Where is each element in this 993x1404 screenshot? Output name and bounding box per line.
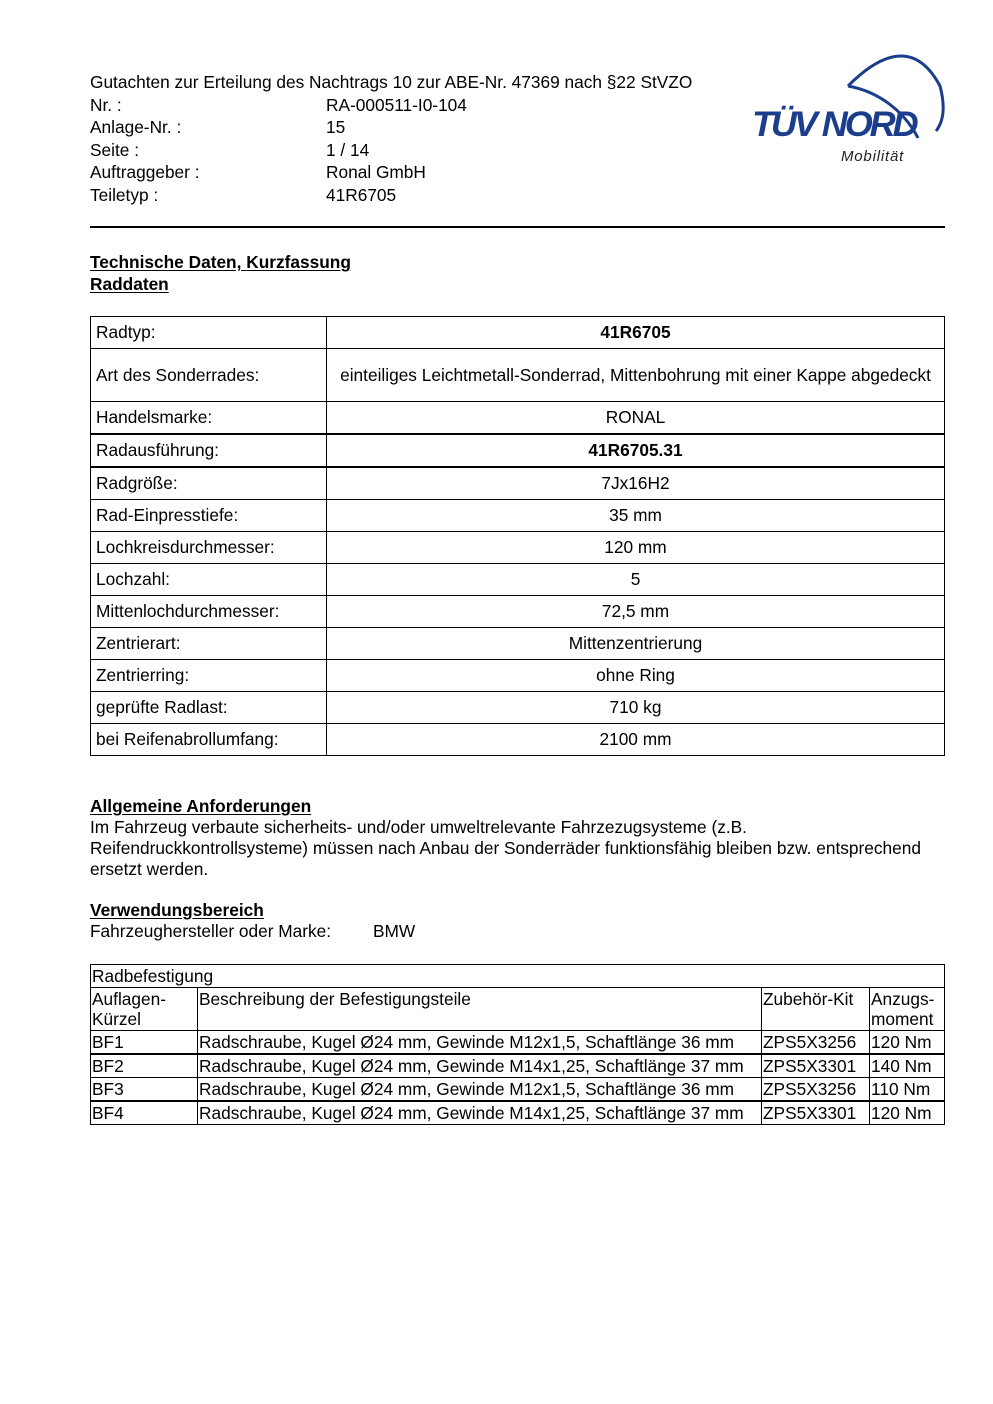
table-row [91, 1054, 945, 1078]
table-row [91, 317, 945, 349]
header-field-label: Nr. : [90, 94, 122, 115]
column-header: Zubehör-Kit [762, 988, 870, 1031]
cell-kit: ZPS5X3256 [762, 1031, 870, 1055]
cell-description: Radschraube, Kugel Ø24 mm, Gewinde M14x1,25, Schaftlänge 37 mm [198, 1054, 762, 1078]
usage-heading: Verwendungsbereich [90, 900, 264, 920]
cell-torque: 120 Nm [870, 1101, 945, 1125]
row-value: 72,5 mm [327, 596, 945, 628]
row-value: 710 kg [327, 692, 945, 724]
header-field-auftraggeber [90, 161, 692, 184]
table-row [91, 402, 945, 435]
row-label: Art des Sonderrades: [91, 349, 327, 402]
row-label: Mittenlochdurchmesser: [91, 596, 327, 628]
column-header: Beschreibung der Befestigungsteile [198, 988, 762, 1031]
column-header: Auflagen-Kürzel [91, 988, 198, 1031]
row-label: Rad-Einpresstiefe: [91, 500, 327, 532]
row-value: 5 [327, 564, 945, 596]
fastening-title: Radbefestigung [91, 965, 945, 988]
row-label: geprüfte Radlast: [91, 692, 327, 724]
cell-code: BF4 [91, 1101, 198, 1125]
raddaten-subheading: Raddaten [90, 274, 169, 294]
cell-kit: ZPS5X3256 [762, 1078, 870, 1102]
table-row [91, 660, 945, 692]
vehicle-maker-value: BMW [373, 921, 416, 941]
row-value: ohne Ring [327, 660, 945, 692]
header-field-value: 15 [326, 117, 346, 137]
header-field-value: 41R6705 [326, 184, 397, 205]
header-divider [90, 226, 945, 228]
header-field-value: Ronal GmbH [326, 162, 426, 182]
row-label: Lochkreisdurchmesser: [91, 532, 327, 564]
row-label: Zentrierring: [91, 660, 327, 692]
table-row [91, 628, 945, 660]
table-row [91, 596, 945, 628]
logo-subtitle: Mobilität [841, 148, 905, 165]
row-value: Mittenzentrierung [327, 628, 945, 660]
table-row [91, 1078, 945, 1102]
row-label: bei Reifenabrollumfang: [91, 724, 327, 756]
cell-torque: 120 Nm [870, 1031, 945, 1055]
table-row [91, 1031, 945, 1055]
row-label: Radausführung: [91, 434, 327, 467]
cell-description: Radschraube, Kugel Ø24 mm, Gewinde M14x1,25, Schaftlänge 37 mm [198, 1101, 762, 1125]
header-field-seite [90, 139, 692, 162]
cell-description: Radschraube, Kugel Ø24 mm, Gewinde M12x1,5, Schaftlänge 36 mm [198, 1031, 762, 1055]
header-field-label: Auftraggeber : [90, 162, 200, 182]
table-row [91, 349, 945, 402]
header-field-label: Seite : [90, 139, 139, 160]
row-label: Radtyp: [91, 317, 327, 349]
table-row [91, 724, 945, 756]
row-label: Handelsmarke: [91, 402, 327, 435]
cell-torque: 140 Nm [870, 1054, 945, 1078]
cell-kit: ZPS5X3301 [762, 1101, 870, 1125]
header-field-anlage [90, 116, 692, 139]
table-row [91, 467, 945, 500]
cell-code: BF1 [91, 1031, 198, 1055]
header-field-label: Teiletyp : [90, 184, 159, 205]
header-field-value: 1 / 14 [326, 139, 370, 160]
document-header [90, 71, 692, 206]
cell-torque: 110 Nm [870, 1078, 945, 1102]
cell-code: BF2 [91, 1054, 198, 1078]
wheel-data-table [90, 316, 945, 756]
header-field-teiletyp [90, 184, 692, 207]
table-header-row [91, 988, 945, 1031]
table-title-row [91, 965, 945, 988]
usage-section [90, 900, 415, 942]
row-value: RONAL [327, 402, 945, 435]
row-value: einteiliges Leichtmetall-Sonderrad, Mittenbohrung mit einer Kappe abgedeckt [327, 349, 945, 402]
vehicle-maker-row [90, 921, 415, 942]
row-value: 120 mm [327, 532, 945, 564]
cell-kit: ZPS5X3301 [762, 1054, 870, 1078]
row-label: Zentrierart: [91, 628, 327, 660]
vehicle-maker-label: Fahrzeughersteller oder Marke: [90, 921, 332, 941]
table-row [91, 564, 945, 596]
column-header: Anzugs-moment [870, 988, 945, 1031]
row-value: 2100 mm [327, 724, 945, 756]
fastening-table [90, 964, 945, 1125]
table-row [91, 532, 945, 564]
requirements-heading: Allgemeine Anforderungen [90, 796, 312, 816]
technical-section-heading [90, 251, 351, 295]
requirements-section [90, 796, 950, 880]
row-value: 35 mm [327, 500, 945, 532]
logo-wordmark: TÜV NORD [752, 105, 916, 144]
technical-heading: Technische Daten, Kurzfassung [90, 252, 351, 272]
row-value: 41R6705 [327, 317, 945, 349]
tuv-nord-logo [748, 46, 948, 171]
header-field-value: RA-000511-I0-104 [326, 94, 467, 115]
table-row [91, 1101, 945, 1125]
row-label: Lochzahl: [91, 564, 327, 596]
row-label: Radgröße: [91, 467, 327, 500]
row-value: 41R6705.31 [327, 434, 945, 467]
requirements-text: Im Fahrzeug verbaute sicherheits- und/oder umweltrelevante Fahrzezugsysteme (z.B. Reifendruckkontrollsysteme) müssen nach Anbau der Sonderräder funktionsfähig bleiben bzw. entsprechend ersetzt werden. [90, 817, 921, 879]
header-field-nr [90, 94, 692, 117]
cell-description: Radschraube, Kugel Ø24 mm, Gewinde M12x1,5, Schaftlänge 36 mm [198, 1078, 762, 1102]
row-value: 7Jx16H2 [327, 467, 945, 500]
table-row [91, 500, 945, 532]
table-row [91, 692, 945, 724]
header-field-label: Anlage-Nr. : [90, 117, 182, 137]
table-row [91, 434, 945, 467]
document-title: Gutachten zur Erteilung des Nachtrags 10 zur ABE-Nr. 47369 nach §22 StVZO [90, 72, 693, 92]
cell-code: BF3 [91, 1078, 198, 1102]
